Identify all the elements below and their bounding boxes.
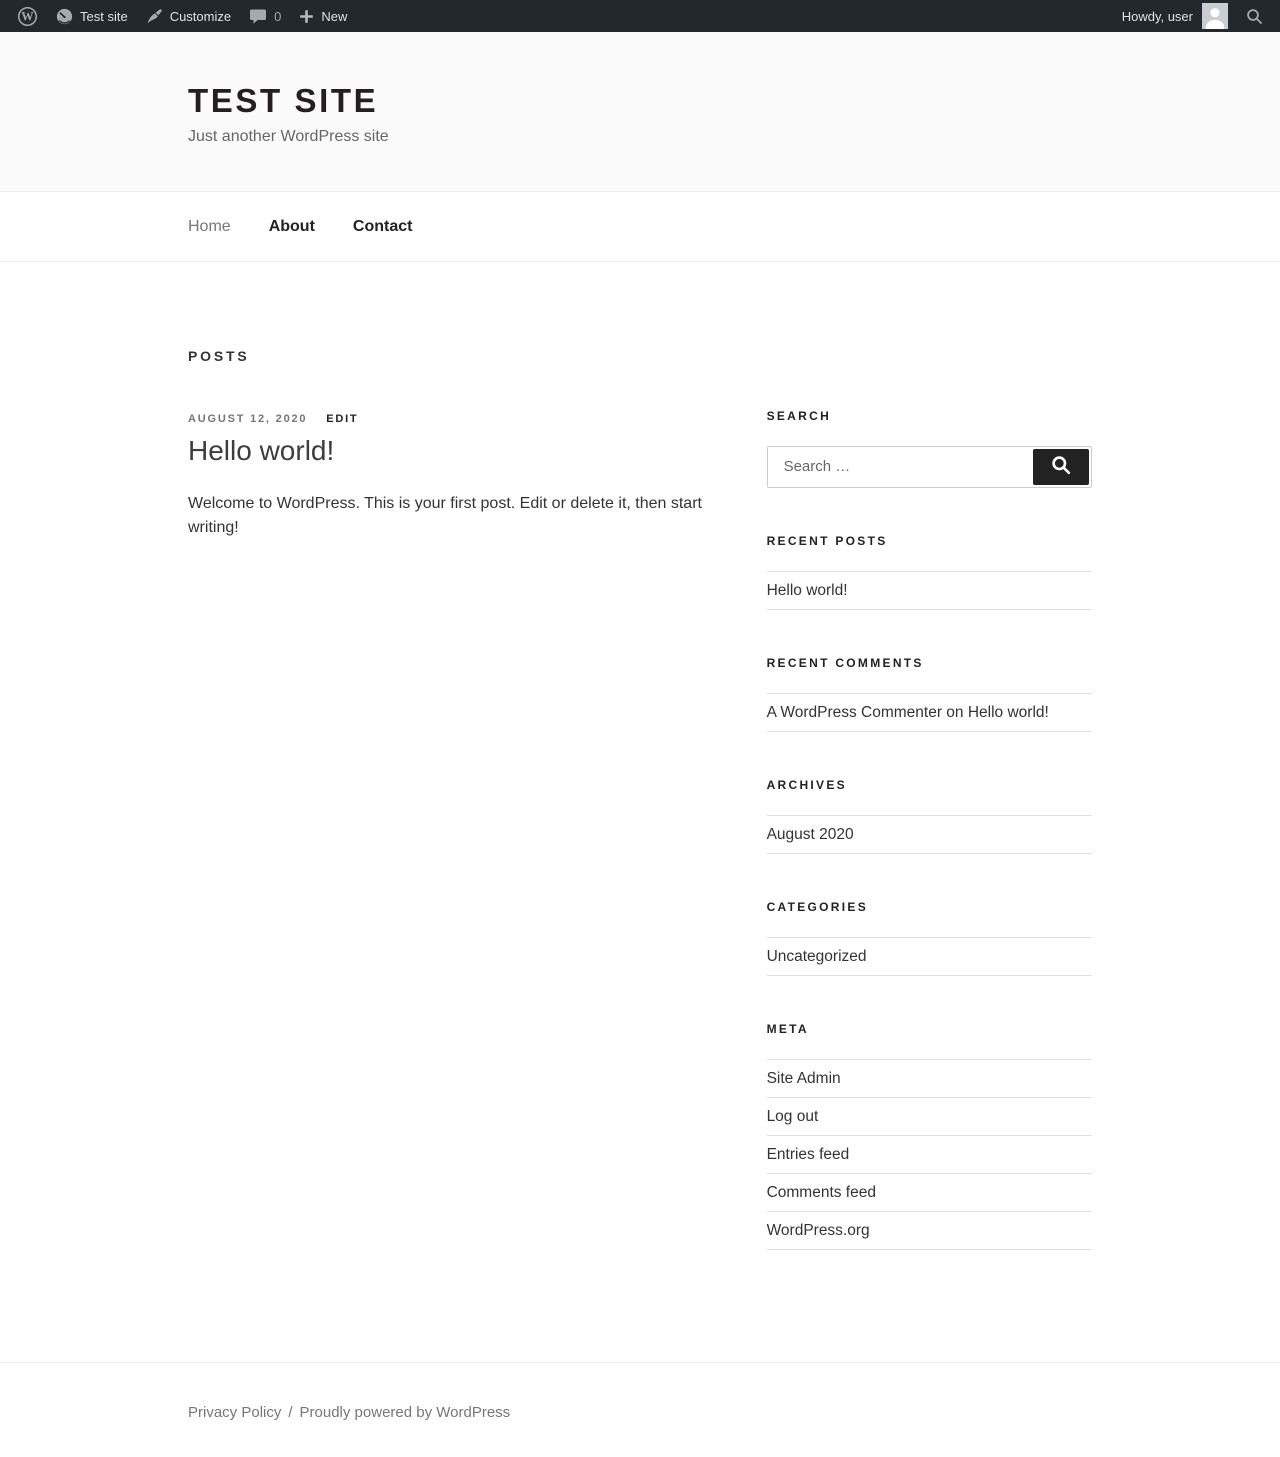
widget-link[interactable]: A WordPress Commenter on Hello world! xyxy=(766,703,1049,721)
widget-categories-title: CATEGORIES xyxy=(766,899,869,914)
content-area xyxy=(188,348,712,1250)
list-item xyxy=(767,694,1092,732)
admin-bar-site-name[interactable] xyxy=(47,0,137,32)
wordpress-logo-icon xyxy=(17,6,38,27)
site-info xyxy=(140,1363,1140,1457)
list-item xyxy=(767,1174,1092,1212)
post-title-link[interactable]: Hello world! xyxy=(188,434,335,466)
admin-bar-customize-label: Customize xyxy=(169,8,232,24)
search-submit-icon xyxy=(1050,454,1072,479)
entry-meta xyxy=(188,413,712,425)
comments-bubble-icon xyxy=(249,8,267,24)
post-content xyxy=(188,492,712,540)
post-date-link[interactable]: AUGUST 12, 2020 xyxy=(188,412,308,425)
post-title xyxy=(188,433,712,468)
admin-bar-customize[interactable] xyxy=(137,0,240,32)
nav-link-home[interactable]: Home xyxy=(188,217,231,235)
sidebar xyxy=(767,348,1092,1250)
list-item xyxy=(767,1060,1092,1098)
site-content xyxy=(0,262,1280,1362)
widget-categories-list xyxy=(767,937,1092,976)
footer-separator: / xyxy=(288,1403,293,1421)
list-item xyxy=(767,1212,1092,1250)
list-item xyxy=(767,1136,1092,1174)
widget-link[interactable]: Log out xyxy=(766,1107,819,1125)
page-title: POSTS xyxy=(188,347,250,364)
nav-link-about[interactable]: About xyxy=(268,217,315,235)
site-footer xyxy=(0,1362,1280,1457)
admin-bar xyxy=(0,0,1280,32)
search-form xyxy=(767,446,1092,488)
powered-by-link[interactable]: Proudly powered by WordPress xyxy=(299,1403,511,1421)
svg-text:W: W xyxy=(21,9,34,24)
nav-item-about xyxy=(250,192,334,261)
widget-search-title: SEARCH xyxy=(766,408,832,423)
widget-link[interactable]: Site Admin xyxy=(766,1069,841,1087)
admin-bar-new-label: New xyxy=(321,8,348,24)
admin-bar-comment-count: 0 xyxy=(274,8,282,24)
post-edit-link[interactable]: EDIT xyxy=(326,412,359,425)
widget-link[interactable]: Comments feed xyxy=(766,1183,876,1201)
privacy-policy-link[interactable]: Privacy Policy xyxy=(188,1403,282,1421)
plus-icon xyxy=(299,9,314,24)
dashboard-gauge-icon xyxy=(56,8,73,25)
site-tagline: Just another WordPress site xyxy=(188,127,389,145)
widget-link[interactable]: Entries feed xyxy=(766,1145,850,1163)
search-icon xyxy=(1246,8,1263,25)
nav-link-contact[interactable]: Contact xyxy=(352,217,413,235)
admin-bar-comments[interactable] xyxy=(240,0,290,32)
widget-link[interactable]: August 2020 xyxy=(766,825,854,843)
widget-meta-list xyxy=(767,1059,1092,1250)
widget-archives xyxy=(767,778,1092,854)
widget-meta xyxy=(767,1022,1092,1250)
widget-recent-posts xyxy=(767,534,1092,610)
nav-item-contact xyxy=(334,192,432,261)
admin-bar-howdy-label: Howdy, user xyxy=(1121,8,1193,24)
admin-bar-search[interactable] xyxy=(1237,0,1272,32)
search-submit-button[interactable] xyxy=(1033,449,1089,485)
admin-bar-right xyxy=(1113,0,1272,32)
avatar xyxy=(1202,3,1228,29)
site-header xyxy=(0,32,1280,191)
site-branding xyxy=(140,32,1140,191)
site-title[interactable]: TEST SITE xyxy=(188,82,379,119)
list-item xyxy=(767,816,1092,854)
customize-brush-icon xyxy=(146,8,163,25)
widget-archives-list xyxy=(767,815,1092,854)
post-article xyxy=(188,413,712,540)
list-item xyxy=(767,938,1092,976)
admin-bar-my-account[interactable] xyxy=(1113,0,1237,32)
widget-link[interactable]: Hello world! xyxy=(766,581,848,599)
widget-recent-comments-list xyxy=(767,693,1092,732)
widget-link[interactable]: Uncategorized xyxy=(766,947,867,965)
list-item xyxy=(767,572,1092,610)
post-body-text: Welcome to WordPress. This is your first post. Edit or delete it, then start writing! xyxy=(188,494,702,536)
main-navigation xyxy=(0,191,1280,262)
widget-recent-comments xyxy=(767,656,1092,732)
widget-meta-title: META xyxy=(766,1021,809,1036)
nav-item-home xyxy=(188,192,250,261)
list-item xyxy=(767,1098,1092,1136)
widget-recent-posts-list xyxy=(767,571,1092,610)
admin-bar-new[interactable] xyxy=(290,0,356,32)
widget-categories xyxy=(767,900,1092,976)
widget-recent-posts-title: RECENT POSTS xyxy=(766,533,888,548)
admin-bar-wp-logo[interactable] xyxy=(8,0,47,32)
widget-search xyxy=(767,409,1092,488)
admin-bar-site-name-label: Test site xyxy=(80,8,128,24)
widget-recent-comments-title: RECENT COMMENTS xyxy=(766,655,924,670)
widget-link[interactable]: WordPress.org xyxy=(766,1221,870,1239)
widget-archives-title: ARCHIVES xyxy=(766,777,847,792)
